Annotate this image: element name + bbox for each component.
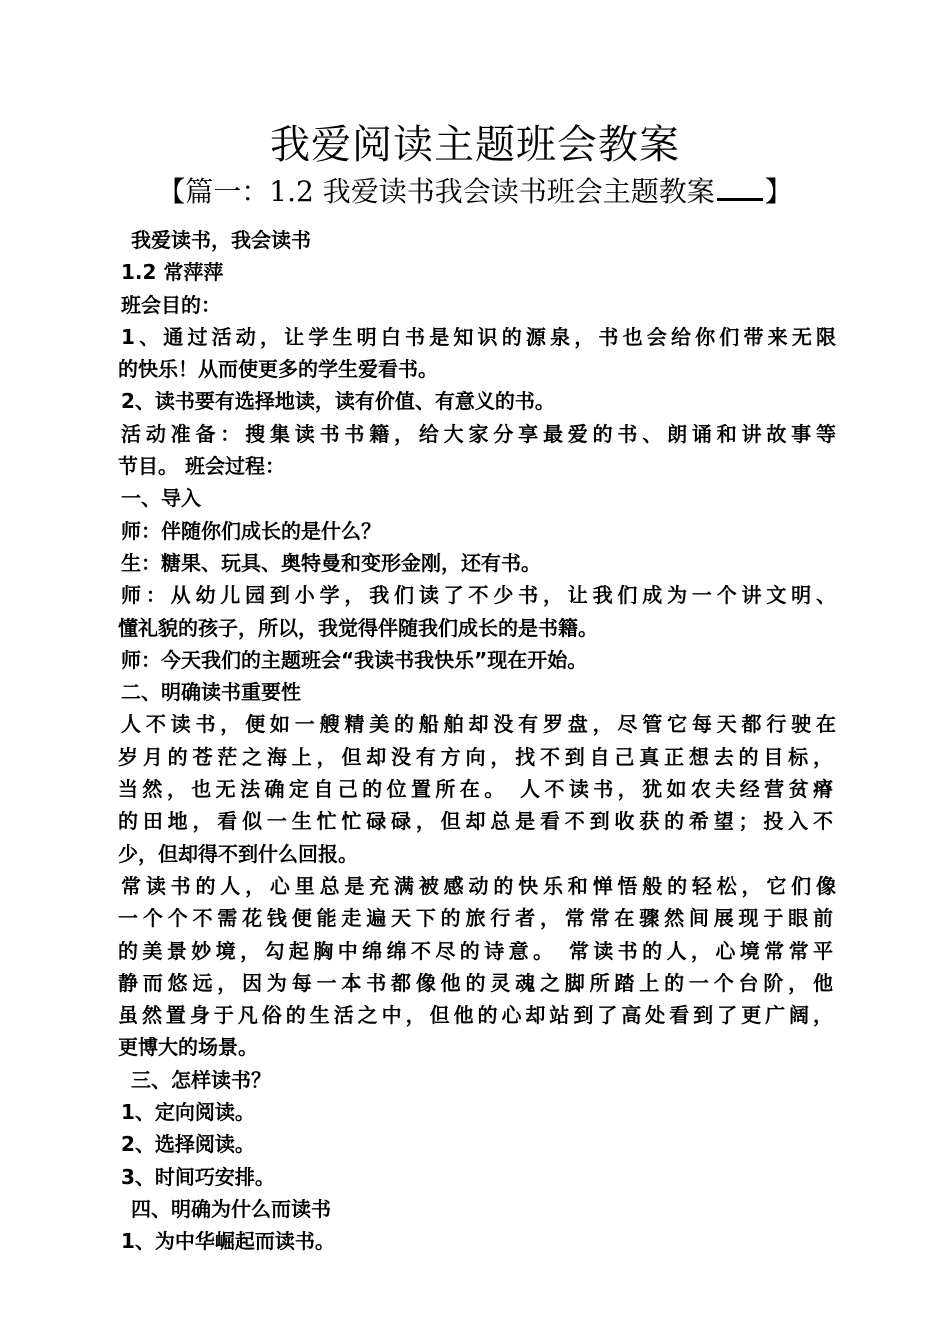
list-item: 2、选择阅读。 bbox=[121, 1132, 255, 1157]
document-body bbox=[118, 224, 848, 1258]
list-item: 1、为中华崛起而读书。 bbox=[121, 1229, 335, 1254]
body-line: 人不读书，便如一艘精美的船舶却没有罗盘，尽管它每天都行驶在 bbox=[121, 712, 836, 737]
body-line: 当然，也无法确定自己的位置所在。 人不读书，犹如农夫经营贫瘠 bbox=[118, 777, 833, 802]
body-line: 班会目的： bbox=[121, 292, 221, 317]
list-item: 1、定向阅读。 bbox=[121, 1100, 255, 1125]
body-line: 更博大的场景。 bbox=[118, 1035, 258, 1060]
subtitle-text: 【篇一：1.2 我爱读书我会读书班会主题教案 bbox=[157, 175, 715, 208]
document-title: 我爱阅读主题班会教案 bbox=[270, 122, 680, 168]
author-line: 1.2 常萍萍 bbox=[121, 260, 224, 285]
subtitle-blank-underline bbox=[717, 172, 763, 201]
body-line: 的快乐！从而使更多的学生爱看书。 bbox=[118, 357, 438, 382]
body-line: 一个个不需花钱便能走遍天下的旅行者，常常在骤然间展现于眼前 bbox=[118, 906, 833, 931]
body-line: 岁月的苍茫之海上，但却没有方向，找不到自己真正想去的目标， bbox=[118, 744, 833, 769]
section-heading: 二、明确读书重要性 bbox=[121, 680, 301, 705]
body-line: 生：糖果、玩具、奥特曼和变形金刚，还有书。 bbox=[121, 550, 541, 575]
body-line: 1、通过活动，让学生明白书是知识的源泉，书也会给你们带来无限 bbox=[121, 324, 836, 349]
body-line: 静而悠远，因为每一本书都像他的灵魂之脚所踏上的一个台阶，他 bbox=[118, 970, 833, 995]
body-line: 常读书的人，心里总是充满被感动的快乐和惮悟般的轻松，它们像 bbox=[121, 873, 836, 898]
section-heading: 一、导入 bbox=[121, 486, 201, 511]
section-heading: 我爱读书，我会读书 bbox=[131, 228, 311, 252]
body-line: 的美景妙境，勾起胸中绵绵不尽的诗意。 常读书的人，心境常常平 bbox=[118, 938, 833, 963]
body-line: 节目。 班会过程： bbox=[118, 454, 285, 479]
body-line: 师：今天我们的主题班会“我读书我快乐”现在开始。 bbox=[121, 647, 588, 672]
body-line: 师：从幼儿园到小学，我们读了不少书，让我们成为一个讲文明、 bbox=[121, 583, 836, 608]
body-line: 师：伴随你们成长的是什么？ bbox=[121, 518, 381, 543]
subtitle-close-bracket: 】 bbox=[764, 175, 793, 208]
body-line: 活动准备：搜集读书书籍，给大家分享最爱的书、朗诵和讲故事等 bbox=[121, 421, 836, 446]
body-line: 的田地，看似一生忙忙碌碌，但却总是看不到收获的希望；投入不 bbox=[118, 809, 833, 834]
section-heading: 四、明确为什么而读书 bbox=[131, 1196, 331, 1221]
body-line: 2、读书要有选择地读，读有价值、有意义的书。 bbox=[121, 389, 555, 414]
body-line: 虽然置身于凡俗的生活之中，但他的心却站到了高处看到了更广阔， bbox=[118, 1003, 833, 1028]
section-heading: 三、怎样读书？ bbox=[131, 1067, 271, 1092]
body-line: 懂礼貌的孩子，所以，我觉得伴随我们成长的是书籍。 bbox=[118, 615, 598, 640]
document-subtitle bbox=[0, 170, 950, 214]
list-item: 3、时间巧安排。 bbox=[121, 1164, 275, 1189]
body-line: 少，但却得不到什么回报。 bbox=[118, 841, 358, 866]
